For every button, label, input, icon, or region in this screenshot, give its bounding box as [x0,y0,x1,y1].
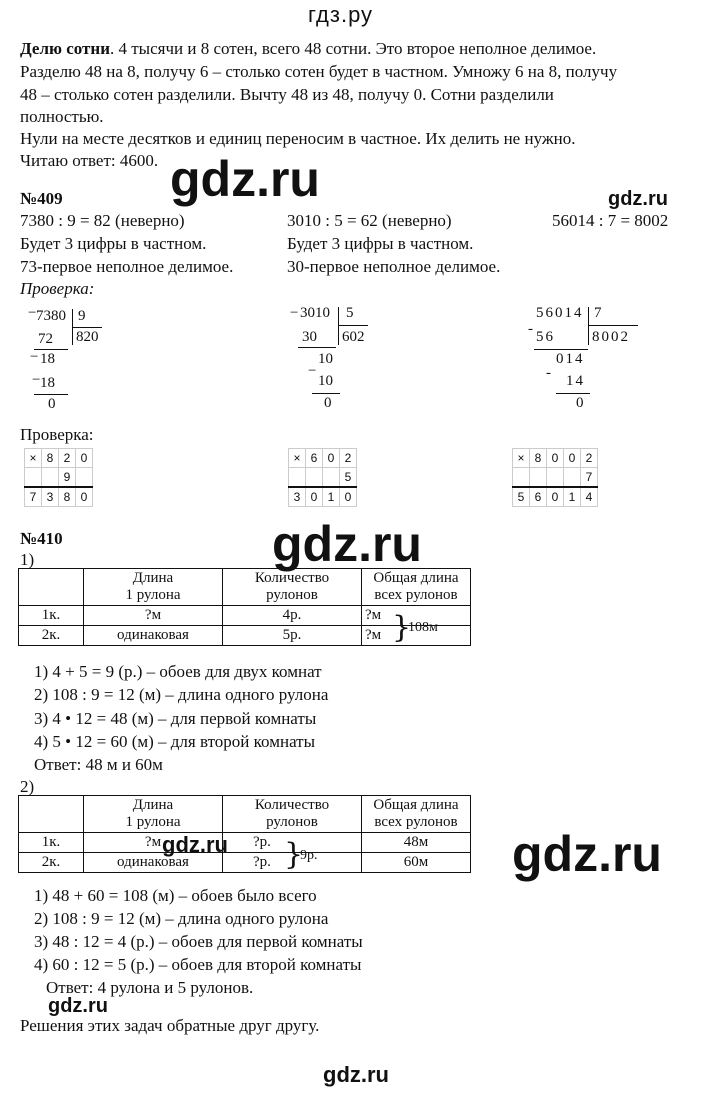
multiplication-check-2 [288,448,357,507]
subtrahend: 10 [318,373,333,389]
p409-col2-line3: 30-первое неполное делимое. [287,257,501,276]
subtrahend: 14 [566,373,585,389]
digit: 1 [323,487,340,507]
intro-line-4: полностью. [20,107,104,126]
p409-col1-line3: 73-первое неполное делимое. [20,257,234,276]
header-length: Длина 1 рулона [84,796,223,833]
watermark: gdz.ru [608,188,668,210]
site-header[interactable]: гдз.ру [308,2,374,27]
table-cell: одинаковая [84,626,223,646]
part-2-label: 2) [20,777,35,796]
answer: Ответ: 48 м и 60м [34,755,163,774]
digit: 7 [25,487,42,507]
table-cell: 5р. [223,626,362,646]
remainder: 014 [556,351,585,367]
digit: 4 [581,487,598,507]
table-cell: ?р. [223,833,362,853]
header-count: Количество рулонов [223,796,362,833]
table-cell: ?м [362,626,471,646]
divisor: 9 [78,308,86,324]
brace-icon: } [392,610,412,645]
brace-label: 9р. [300,848,318,863]
step: 1) 4 + 5 = 9 (р.) – обоев для двух комнат [34,662,322,681]
watermark: gdz.ru [170,151,320,207]
digit: 3 [289,487,306,507]
multiply-sign: × [25,449,42,468]
header-count: Количество рулонов [223,569,362,606]
table-cell: 1к. [19,606,84,626]
intro-line-1 [20,38,596,59]
brace-label: 108м [408,620,438,635]
intro-line-2: Разделю 48 на 8, получу 6 – столько сотен будет в частном. Умножу 6 на 8, получу [20,62,618,81]
digit: 0 [547,487,564,507]
table-cell: одинаковая [84,853,223,873]
table-part-2 [18,795,471,873]
table-cell: 48м [362,833,471,853]
digit: 2 [340,449,357,468]
intro-line-1-text: . 4 тысячи и 8 сотен, всего 48 сотни. Это второе неполное делимое. [110,39,597,58]
table-cell: 1к. [19,833,84,853]
intro-line-3: 48 – столько сотен разделили. Вычту 48 из 48, получу 0. Сотни разделили [20,85,554,104]
digit: 5 [340,468,357,488]
digit: 6 [306,449,323,468]
digit: 0 [547,449,564,468]
digit: 8 [42,449,59,468]
check-label: Проверка: [20,425,94,444]
digit: 0 [323,449,340,468]
table-cell: ?м [84,606,223,626]
digit: 0 [76,449,93,468]
quotient: 602 [342,329,365,345]
digit: 9 [59,468,76,488]
table-cell: 60м [362,853,471,873]
step: 2) 108 : 9 = 12 (м) – длина одного рулона [34,909,329,928]
conclusion: Решения этих задач обратные друг другу. [20,1016,320,1035]
digit: 6 [530,487,547,507]
intro-line-6: Читаю ответ: 4600. [20,151,159,170]
digit: 8 [59,487,76,507]
p409-col1-equation: 7380 : 9 = 82 (неверно) [20,211,185,230]
p409-col2-line2: Будет 3 цифры в частном. [287,234,474,253]
digit: 7 [581,468,598,488]
digit: 1 [564,487,581,507]
table-cell: 2к. [19,626,84,646]
step: 1) 48 + 60 = 108 (м) – обоев было всего [34,886,317,905]
subtrahend: 56 [536,329,555,345]
dividend: 56014 [536,305,584,321]
step: 4) 60 : 12 = 5 (р.) – обоев для второй комнаты [34,955,362,974]
brace-icon: } [284,837,304,872]
step: 3) 4 • 12 = 48 (м) – для первой комнаты [34,709,317,728]
table-cell: 2к. [19,853,84,873]
divisor: 7 [594,305,604,321]
watermark: gdz.ru [162,832,228,857]
watermark: gdz.ru [48,995,108,1017]
problem-409-title: №409 [20,189,63,208]
digit: 0 [76,487,93,507]
watermark: gdz.ru [323,1062,389,1087]
remainder: 0 [576,395,586,411]
watermark: gdz.ru [272,516,422,572]
digit: 0 [564,449,581,468]
multiplication-check-3 [512,448,598,507]
multiply-sign: × [513,449,530,468]
subtrahend: 30 [302,329,317,345]
long-division-3: 56014 7 8002 - 56 014 - 14 0 [530,305,680,415]
digit: 8 [530,449,547,468]
header-length: Длина 1 рулона [84,569,223,606]
digit: 2 [59,449,76,468]
answer: Ответ: 4 рулона и 5 рулонов. [46,978,254,997]
p409-col1-line2: Будет 3 цифры в частном. [20,234,207,253]
digit: 2 [581,449,598,468]
dividend: 3010 [300,305,330,321]
step: 3) 48 : 12 = 4 (р.) – обоев для первой комнаты [34,932,363,951]
remainder: 18 [40,351,55,367]
p409-col3-equation: 56014 : 7 = 8002 [552,211,669,230]
remainder: 10 [318,351,333,367]
problem-410-title: №410 [20,529,63,548]
digit: 5 [513,487,530,507]
multiplication-check-1 [24,448,93,507]
digit: 0 [306,487,323,507]
table-cell: ?м [84,833,223,853]
subtrahend: 72 [38,331,53,347]
intro-bold-lead: Делю сотни [20,39,110,58]
p409-col2-equation: 3010 : 5 = 62 (неверно) [287,211,452,230]
step: 2) 108 : 9 = 12 (м) – длина одного рулона [34,685,329,704]
remainder: 0 [324,395,332,411]
multiply-sign: × [289,449,306,468]
long-division-1: − 7380 9 820 72 − 18 18 − 0 [20,305,120,415]
dividend: 7380 [36,308,66,324]
digit: 3 [42,487,59,507]
long-division-2: − 3010 5 602 30 10 − 10 0 [290,305,390,415]
quotient: 820 [76,329,99,345]
subtrahend: 18 [40,375,55,391]
watermark: gdz.ru [512,826,662,882]
table-cell: ?р. [223,853,362,873]
divisor: 5 [346,305,354,321]
digit: 0 [340,487,357,507]
step: 4) 5 • 12 = 60 (м) – для второй комнаты [34,732,316,751]
header-total: Общая длина всех рулонов [362,796,471,833]
quotient: 8002 [592,329,630,345]
intro-line-5: Нули на месте десятков и единиц переносим в частное. Их делить не нужно. [20,129,576,148]
check-label-italic: Проверка: [20,279,95,298]
remainder: 0 [48,396,56,412]
table-cell: 4р. [223,606,362,626]
part-1-label: 1) [20,550,35,569]
table-cell: ?м [362,606,471,626]
header-total: Общая длина всех рулонов [362,569,471,606]
